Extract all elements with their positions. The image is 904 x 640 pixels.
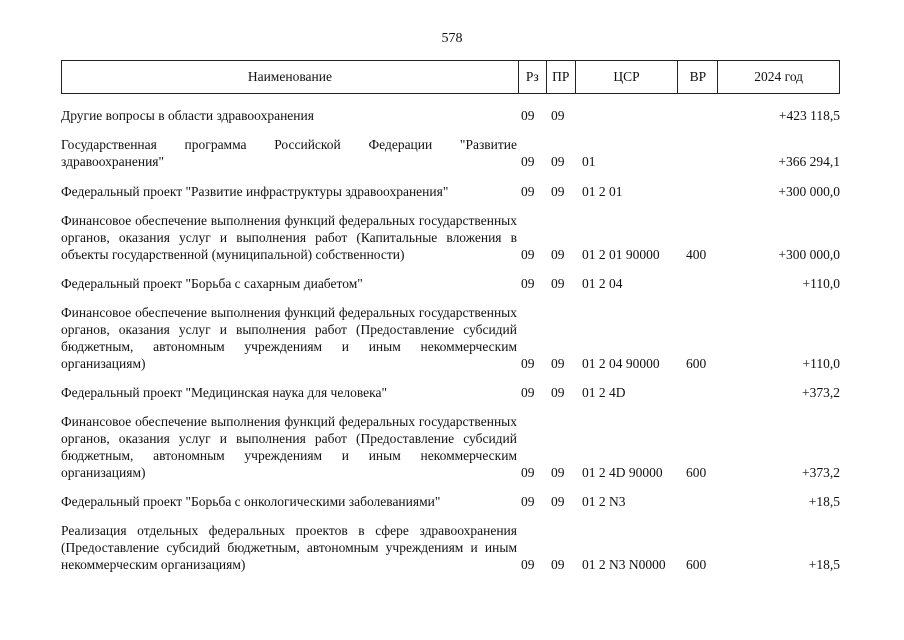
row-pr: 09 [551, 557, 565, 572]
row-rz: 09 [521, 184, 535, 199]
table-row [61, 384, 840, 401]
row-name: Финансовое обеспечение выполнения функций федеральных государственных органов, оказания услуг и выполнения работ (Предоставление субсидий бюджетным, автономным учреждениям и иным некоммерческим организациям) [61, 414, 517, 480]
row-vr: 600 [686, 356, 707, 371]
row-pr: 09 [551, 385, 565, 400]
table-row [61, 522, 840, 573]
row-rz: 09 [521, 494, 535, 509]
row-amount: +300 000,0 [778, 184, 840, 199]
row-name: Федеральный проект "Медицинская наука для человека" [61, 385, 387, 400]
row-rz: 09 [521, 154, 535, 169]
row-rz: 09 [521, 356, 535, 371]
row-amount: +373,2 [802, 465, 840, 480]
row-rz: 09 [521, 247, 535, 262]
row-amount: +300 000,0 [778, 247, 840, 262]
row-vr: 600 [686, 557, 707, 572]
row-vr: 400 [686, 247, 707, 262]
row-csr: 01 2 N3 [582, 494, 626, 509]
row-rz: 09 [521, 108, 535, 123]
header-rz: Рз [519, 61, 547, 93]
header-vr: ВР [678, 61, 718, 93]
row-name: Федеральный проект "Развитие инфраструктуры здравоохранения" [61, 184, 449, 199]
row-vr: 600 [686, 465, 707, 480]
table-row [61, 136, 840, 170]
row-name: Финансовое обеспечение выполнения функций федеральных государственных органов, оказания услуг и выполнения работ (Капитальные вложения в объекты государственной (муниципальной) собственности) [61, 213, 517, 262]
row-rz: 09 [521, 385, 535, 400]
row-pr: 09 [551, 356, 565, 371]
row-name: Финансовое обеспечение выполнения функций федеральных государственных органов, оказания услуг и выполнения работ (Предоставление субсидий бюджетным, автономным учреждениям и иным некоммерческим организациям) [61, 305, 517, 371]
row-amount: +423 118,5 [778, 108, 840, 123]
row-name: Реализация отдельных федеральных проектов в сфере здравоохранения (Предоставление субсидий бюджетным, автономным учреждениям и иным некоммерческим организациям) [61, 523, 517, 572]
table-row [61, 413, 840, 481]
row-csr: 01 [582, 154, 596, 169]
row-amount: +18,5 [808, 494, 840, 509]
table-body [61, 107, 840, 585]
row-pr: 09 [551, 184, 565, 199]
row-amount: +366 294,1 [778, 154, 840, 169]
row-csr: 01 2 04 [582, 276, 623, 291]
row-csr: 01 2 N3 N0000 [582, 557, 666, 572]
row-pr: 09 [551, 108, 565, 123]
table-row [61, 304, 840, 372]
header-year: 2024 год [754, 69, 804, 84]
row-name: Федеральный проект "Борьба с сахарным диабетом" [61, 276, 363, 291]
table-row [61, 212, 840, 263]
row-amount: +110,0 [802, 276, 840, 291]
row-pr: 09 [551, 276, 565, 291]
row-pr: 09 [551, 154, 565, 169]
row-rz: 09 [521, 557, 535, 572]
header-pr: ПР [547, 61, 576, 93]
page-number: 578 [441, 31, 463, 46]
header-csr: ЦСР [576, 61, 679, 93]
row-name: Федеральный проект "Борьба с онкологическими заболеваниями" [61, 494, 441, 509]
table-row [61, 493, 840, 510]
table-row [61, 107, 840, 124]
row-pr: 09 [551, 465, 565, 480]
row-pr: 09 [551, 494, 565, 509]
row-name: Государственная программа Российской Федерации "Развитие здравоохранения" [61, 137, 517, 169]
row-amount: +18,5 [808, 557, 840, 572]
row-name: Другие вопросы в области здравоохранения [61, 108, 314, 123]
table-row [61, 183, 840, 200]
row-csr: 01 2 4D [582, 385, 626, 400]
row-csr: 01 2 01 90000 [582, 247, 660, 262]
row-csr: 01 2 04 90000 [582, 356, 660, 371]
table-row [61, 275, 840, 292]
row-rz: 09 [521, 465, 535, 480]
row-pr: 09 [551, 247, 565, 262]
row-amount: +373,2 [802, 385, 840, 400]
row-amount: +110,0 [802, 356, 840, 371]
header-name: Наименование [62, 61, 519, 93]
row-csr: 01 2 4D 90000 [582, 465, 663, 480]
row-csr: 01 2 01 [582, 184, 623, 199]
row-rz: 09 [521, 276, 535, 291]
table-header [61, 60, 840, 94]
